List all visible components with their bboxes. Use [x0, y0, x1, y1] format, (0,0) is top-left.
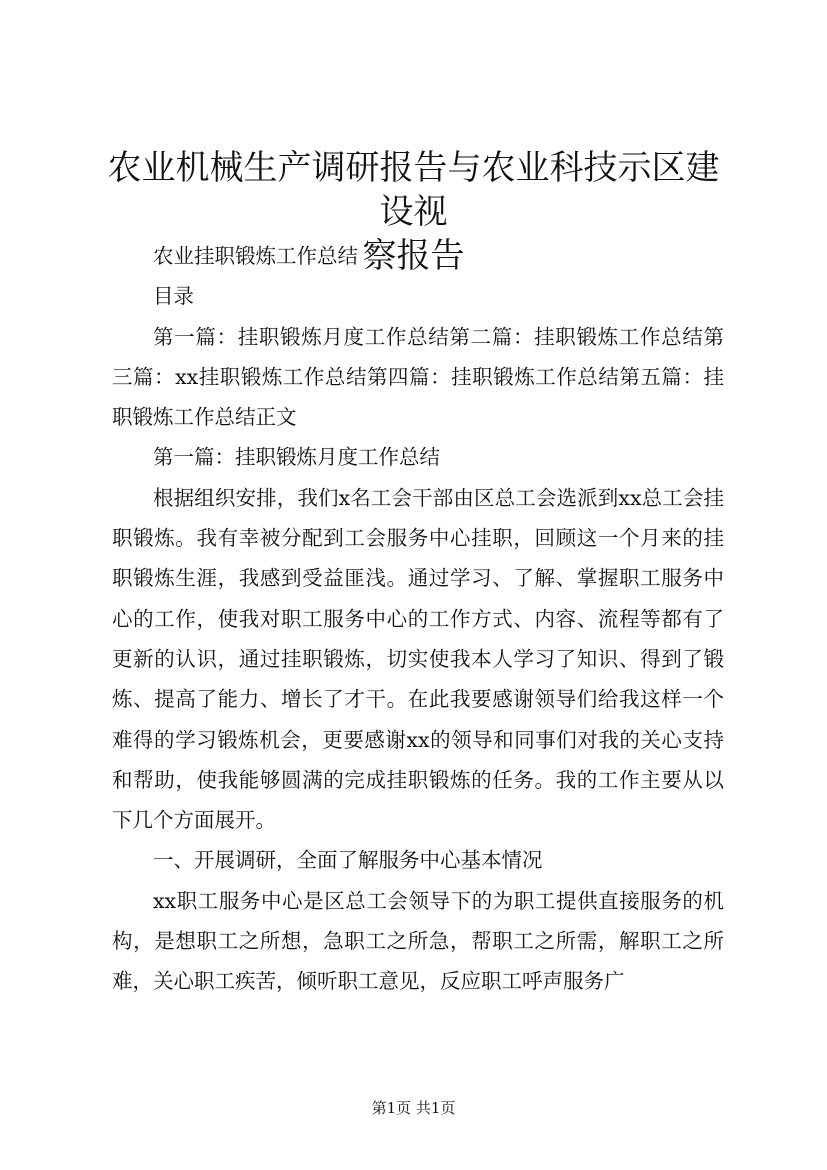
- toc-paragraph: 第一篇：挂职锻炼月度工作总结第二篇：挂职锻炼工作总结第三篇：xx挂职锻炼工作总结第四篇：挂职锻炼工作总结第五篇：挂职锻炼工作总结正文: [112, 324, 724, 430]
- toc-heading: 目录: [153, 284, 194, 309]
- body-paragraph: 根据组织安排，我们x名工会干部由区总工会选派到xx总工会挂职锻炼。我有幸被分配到工会服务中心挂职，回顾这一个月来的挂职锻炼生涯，我感到受益匪浅。通过学习、了解、掌握职工服务中心的工作，使我对职工服务中心的工作方式、内容、流程等都有了更新的认识，通过挂职锻炼，切实使我本人学习了知识、得到了锻炼、提高了能力、增长了才干。在此我要感谢领导们给我这样一个难得的学习锻炼机会，更要感谢xx的领导和同事们对我的关心支持和帮助，使我能够圆满的完成挂职锻炼的任务。我的工作主要从以下几个方面展开。: [112, 485, 724, 833]
- body-paragraph: xx职工服务中心是区总工会领导下的为职工提供直接服务的机构，是想职工之所想，急职工之所急，帮职工之所需，解职工之所难，关心职工疾苦，倾听职工意见，反应职工呼声服务广: [112, 888, 724, 994]
- title-line-1: 农业机械生产调研报告与农业科技示区建设视: [107, 148, 720, 232]
- page-footer: 第1页 共1页: [371, 1099, 456, 1117]
- subsection-heading: 一、开展调研，全面了解服务中心基本情况: [153, 848, 543, 873]
- title-line-2: 察报告: [362, 236, 465, 276]
- subtitle-paragraph: 农业挂职锻炼工作总结: [153, 244, 358, 268]
- document-body: [112, 236, 724, 1002]
- section-heading: 第一篇：挂职锻炼月度工作总结: [153, 445, 440, 470]
